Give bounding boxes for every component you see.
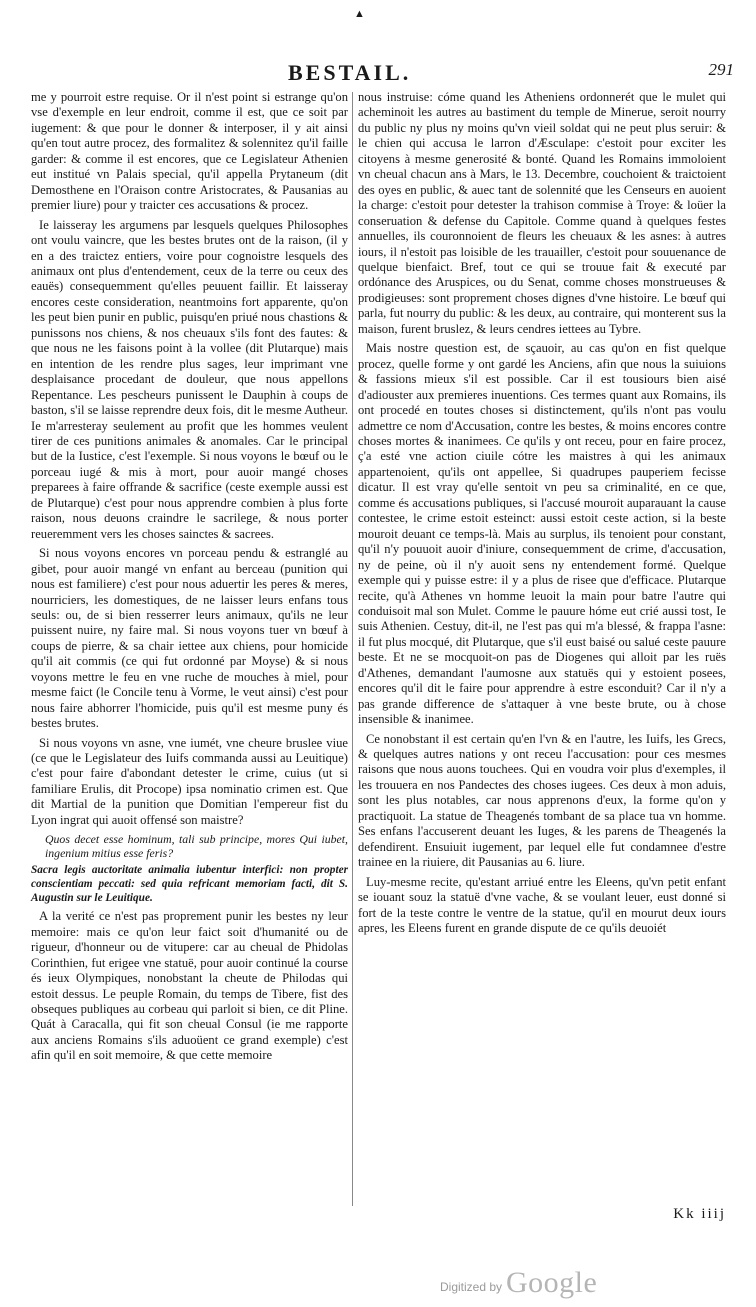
- paragraph: Ie laisseray les argumens par lesquels quelques Philosophes ont voulu vaincre, que les bestes brutes ont de la raison, (il y en a des traictez entiers, voire pour cognoistre lesquels des animaux ont plus d'entendement, ceux de la terre ou ceux des eauës) consequemment qu'elles peuuent faillir. Et laisseray encores ceste consideration, neantmoins fort apparente, qu'on les peut bien punir en public, puisqu'en priué nous chastions & punissons nos chiens, & nos cheuaux s'ils font des fautes: & que nous ne les faisons point à la vollee (dit Plutarque) mais en intention de les rendre plus sages, leur imprimant vne desplaisance procedant de douleur, que nous appellons Repentance. Les pescheurs punissent le Dauphin à coups de baston, s'il se laisse reprendre deux fois, dit le mesme Autheur. Ie m'arresteray seulement au profit que les hommes veulent tirer de ces punitions animales & anomales. Car le principal but de la Iustice, c'est l'exemple. Si nous voyons le bœuf ou le porceau iugé & mis à mort, pour auoir mangé choses preparees à faire offrande & sacrifice (ceste exemple aussi est de Plutarque) c'est pour nous apprendre combien à plus forte raison, nous deuons craindre le sacrilege, & nous porter reueremment vers les choses sainctes & sacrees.: [31, 217, 348, 541]
- digitized-watermark: [440, 1268, 756, 1302]
- paragraph: Si nous voyons vn asne, vne iumét, vne cheure bruslee viue (ce que le Legislateur des Iuifs commanda aussi au Leuitique) c'est pour faire d'abondant detester le crime, cuius (ut si familiare Erulis, dit Procope) ipsa nominatio crimen est. Que dit Martial de la punition que Domitian l'empereur fist du Lyon ingrat qui auoit offensé son maistre?: [31, 735, 348, 827]
- right-column: [358, 90, 726, 940]
- signature-mark: Kk iiij: [673, 1206, 726, 1222]
- paragraph: Mais nostre question est, de sçauoir, au cas qu'on en fist quelque procez, quelle forme y ont gardé les Anciens, afin que nous la suiuions & fassions mieux s'il est possible. Car il est tousiours bien aisé d'adiouster aux premieres inuentions. Ces termes quant aux Romains, ils ont procedé en toutes choses si distinctement, qu'ils n'ont pas voulu admettre ce nom d'Accusation, contre les bestes, & moins encores contre choses mortes & inanimees. Ce qu'ils y ont receu, pour en faire procez, ç'a esté vne action ciuile cótre les maistres à qui les animaux appartenoient, qu'ils ont appellee, Si quadrupes pauperiem fecisse dicatur. Il est vray qu'elle sentoit vn peu sa criminalité, en ce que, comme és accusations publiques, si l'accusé mouroit auparauant la cause contestee, le crime estoit esteinct: aussi estoit ceste action, si la beste mouroit deuant ce temps-là. Mais au surplus, ils tenoient pour constant, qu'il n'y pouuoit auoir d'iniure, consequemment de crime, d'accusation, ny de peine, où il n'y auoit sens ny entendement formé. Quelque exemple qui y puisse estre: il y a plus de risee que d'efficace. Plutarque recite, qu'à Athenes vn homme leuoit la main pour batre l'autre qui conduisoit mal son Mulet. Comme le pauure hóme eut crié aussi tost, Ie suis Athenien. Cestuy, dit-il, ne l'est pas qui m'a blessé, & frappa l'asne: il fut plus mocqué, dit Plutarque, que s'il eust baisé ou salué ceste pauure beste. Et ne se mocquoit-on pas de Diogenes qui alloit par les ruës d'Athenes, demandant l'aumosne aux statuës qui y estoient posees, encores qu'il dit le faire pour apprendre à estre esconduit? Car il n'y a pas grande difference de s'attaquer à vne beste brute, ou à chose insensible & inanimee.: [358, 341, 726, 727]
- column-divider: [352, 92, 353, 1206]
- paragraph: Si nous voyons encores vn porceau pendu & estranglé au gibet, pour auoir mangé vn enfant au berceau (punition qui nous est familiere) c'est pour nous aduertir les peres & meres, nourriciers, les domestiques, de ne laisser leurs enfans tous seuls: ou, de si bien resserrer leurs animaux, qu'ils ne leur puissent nuire, ny faire mal. Si nous voyons tuer vn bœuf à coups de pierre, & sa chair iettee aux chiens, pour homicide qu'il ait commis (ce qui fut ordonné par Moyse) & si nous voyons mettre le feu en vne ruche de mouches à miel, pour mesme faict (le Concile tenu à Vorme, le veut ainsi) c'est pour nous faire abhorrer l'homicide, puis qu'il est mesme puny és bestes brutes.: [31, 546, 348, 731]
- paragraph: Ce nonobstant il est certain qu'en l'vn & en l'autre, les Iuifs, les Grecs, & quelques autres nations y ont receu l'accusation: pour ces mesmes raisons que nous auons touchees. Qui en voudra voir plus d'exemples, il les trouuera en nos Pandectes des choses iugees. Ces deux à mon aduis, sont les plus notables, car nous apprenons d'eux, la forme qu'on y practiquoit. La statue de Theagenés tombant de sa place tua vn homme. Ses enfans l'accuserent deuant les Iuges, & les parens de Theagenés la defendirent. Ensuiuit iugement, par lequel elle fut condamnee d'estre trainee en la riuiere, dit Pausanias au 6. liure.: [358, 731, 726, 870]
- paragraph: A la verité ce n'est pas proprement punir les bestes ny leur memoire: mais ce qu'on leur faict soit d'humanité ou de rigueur, d'honneur ou de vitupere: car au cheual de Phidolas Corinthien, fut erigee vne statuë, pour auoir continué la course és ieux Olympiques, nonobstant la cheute de Philodas qui estoit dessus. Le peuple Romain, du temps de Tibere, fist des obseques publiques au corbeau qui parloit si bien, ce dit Pline. Quát à Caracalla, qui fit son cheual Consul (ie me rapporte aux anciens Romains s'ils aduoüent ce grand exemple) c'est afin qu'il en soit memoire, & que cette memoire: [31, 909, 348, 1063]
- left-column: [31, 90, 348, 1068]
- paragraph: nous instruise: cóme quand les Atheniens ordonnerét que le mulet qui acheminoit les autres au bastiment du temple de Minerue, seroit nourry du public ny plus ny moins qu'vn vieil soldat qui ne peut plus seruir: & le chien qui accusa le larron d'Æsculape: c'estoit pour exciter les citoyens à mesme generosité & bonté. Quand les Romains immoloient vn cheual chacun ans à Mars, le 13. Decembre, couchoient & traictoient des oyes en public, & auec tant de solennité que les Censeurs en auoient la charge: c'estoit pour detester la trahison commise à Troye: & loüer la conseruation & defense du Capitole. Comme quand à quelques festes annuelles, ils couronnoient de fleurs les cheuaux & les asnes: à autres iours, il n'estoit pas loisible de les trauailler, c'estoit pour souuenance de quelque bienfaict. Bref, tout ce qui se trouue fait & executé par ordónance des Aruspices, ou du Senat, comme choses monstrueuses & prodigieuses: sont proprement choses dignes d'vne histoire. Le bœuf qui parla, fut nourry du public: & les deux, au contraire, qui monterent sus la maison, furent bruslez, & leurs cendres iettees au Tybre.: [358, 90, 726, 336]
- digitized-by-label: Digitized by: [440, 1280, 503, 1294]
- running-head: BESTAIL.: [288, 60, 412, 85]
- paragraph: me y pourroit estre requise. Or il n'est point si estrange qu'on vse d'exemple en leur endroit, comme il est, que ce soit par iugement: & que pour le donner & interposer, il y ait ainsi qu'en tout autre procez, des formalitez & solennitez qu'il faille garder: & comme il est encores, que ce Legislateur Athenien eut institué vn Palais special, qu'il appella Prytaneum (dit Demosthene en l'Oraison contre Aristocrates, & Pausanias au premier liure) pour y traicter ces accusations & procez.: [31, 90, 348, 213]
- latin-quote: Quos decet esse hominum, tali sub principe, mores Qui iubet, ingenium mitius esse feris?: [45, 832, 348, 861]
- page-header: [30, 56, 734, 90]
- printer-mark: ▲: [354, 8, 365, 20]
- google-logo: Google: [506, 1266, 598, 1299]
- latin-citation: Sacra legis auctoritate animalia iubentur interfici: non propter conscientiam peccati: sed quia refricant memoriam facti, dit S. Augustin sur le Leuitique.: [31, 864, 348, 905]
- page-number: 291: [708, 60, 734, 79]
- paragraph: Luy-mesme recite, qu'estant arriué entre les Eleens, qu'vn petit enfant se iouant souz la statuë d'vne vache, & se voulant leuer, eust donné si fort de la teste contre le ventre de la statue, qu'il en mourut deux iours apres, les Eleens furent en grande dispute de ce qu'ils deuoiét: [358, 874, 726, 936]
